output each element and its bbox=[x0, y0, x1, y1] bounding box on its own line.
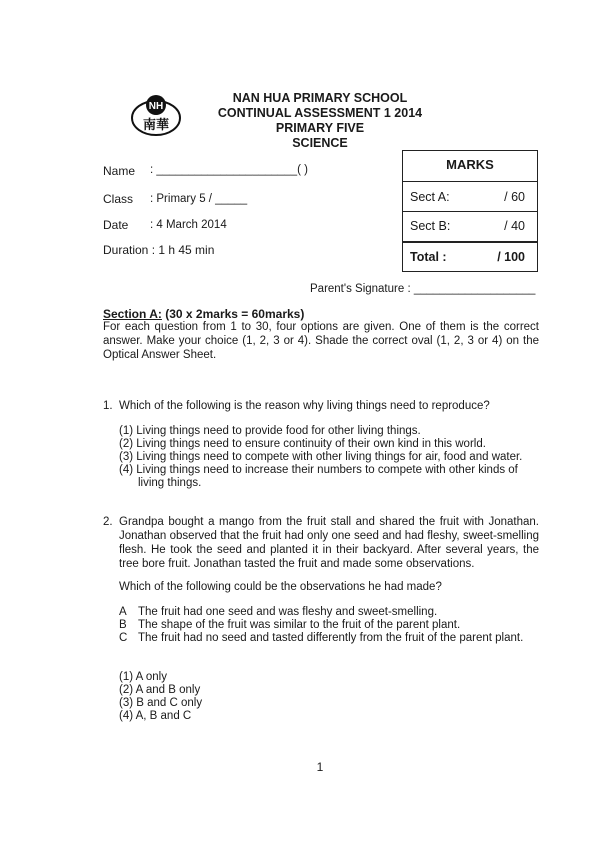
marks-row-label: Sect B: bbox=[410, 219, 451, 233]
parent-signature: Parent's Signature : ___________________ bbox=[310, 283, 536, 295]
marks-box bbox=[402, 150, 538, 272]
answer-option: (4) Living things need to increase their numbers to compete with other kinds of bbox=[119, 464, 518, 476]
marks-total-value: / 100 bbox=[497, 250, 525, 264]
question-text: Grandpa bought a mango from the fruit stall and shared the fruit with Jonathan. Jonathan observed that the fruit had only one seed and had fleshy, sweet-smelling flesh. He took the seed and planted it in their backyard. After several years, the tree bore fruit. Jonathan tasted the fruit and made some observations. bbox=[119, 516, 539, 570]
question-number: 1. bbox=[103, 400, 113, 412]
marks-row-value: / 60 bbox=[504, 190, 525, 204]
duration-text: Duration : 1 h 45 min bbox=[103, 243, 215, 257]
class-field: : Primary 5 / _____ bbox=[150, 193, 248, 205]
school-logo bbox=[130, 93, 182, 137]
answer-option-continuation: living things. bbox=[138, 477, 202, 489]
class-label: Class bbox=[103, 192, 134, 206]
section-a-heading bbox=[103, 307, 304, 321]
question-text: Which of the following is the reason why living things need to reproduce? bbox=[119, 400, 490, 412]
assessment-title: CONTINUAL ASSESSMENT 1 2014 bbox=[217, 106, 423, 120]
statement-letter: B bbox=[119, 619, 127, 631]
marks-row-value: / 40 bbox=[504, 219, 525, 233]
svg-text:NH: NH bbox=[148, 101, 164, 112]
statement-text: The shape of the fruit was similar to the fruit of the parent plant. bbox=[138, 619, 461, 631]
page-number: 1 bbox=[316, 760, 324, 774]
statement-letter: C bbox=[119, 632, 128, 644]
marks-total-label: Total : bbox=[410, 250, 447, 264]
statement-text: The fruit had no seed and tasted differently from the fruit of the parent plant. bbox=[138, 632, 524, 644]
date-field: : 4 March 2014 bbox=[150, 219, 227, 231]
answer-option: (3) B and C only bbox=[119, 697, 203, 709]
name-label: Name bbox=[103, 164, 136, 178]
svg-text:南華: 南華 bbox=[142, 118, 170, 133]
section-a-title: Section A: bbox=[103, 307, 162, 321]
answer-option: (2) Living things need to ensure continuity of their own kind in this world. bbox=[119, 438, 486, 450]
marks-total-row bbox=[403, 241, 537, 273]
marks-row-label: Sect A: bbox=[410, 190, 450, 204]
section-a-marks: (30 x 2marks = 60marks) bbox=[161, 307, 305, 321]
level-title: PRIMARY FIVE bbox=[275, 121, 365, 135]
statement-text: The fruit had one seed and was fleshy and sweet-smelling. bbox=[138, 606, 438, 618]
section-a-instructions: For each question from 1 to 30, four options are given. One of them is the correct answer. Make your choice (1, 2, 3 or 4). Shade the correct oval (1, 2, 3 or 4) on the Optical Answer Sheet. bbox=[103, 321, 539, 361]
marks-title: MARKS bbox=[446, 157, 494, 172]
answer-option: (1) A only bbox=[119, 671, 167, 683]
question-number: 2. bbox=[103, 516, 113, 528]
answer-option: (1) Living things need to provide food for other living things. bbox=[119, 425, 421, 437]
marks-row bbox=[403, 211, 537, 242]
answer-option: (2) A and B only bbox=[119, 684, 201, 696]
statement-letter: A bbox=[119, 606, 127, 618]
answer-option: (4) A, B and C bbox=[119, 710, 192, 722]
school-name: NAN HUA PRIMARY SCHOOL bbox=[232, 91, 408, 105]
question-prompt: Which of the following could be the observations he had made? bbox=[119, 581, 442, 593]
date-label: Date bbox=[103, 218, 129, 232]
marks-row bbox=[403, 181, 537, 212]
answer-option: (3) Living things need to compete with other living things for air, food and water. bbox=[119, 451, 523, 463]
name-field: : ______________________( ) bbox=[150, 164, 308, 176]
subject-title: SCIENCE bbox=[292, 136, 348, 150]
